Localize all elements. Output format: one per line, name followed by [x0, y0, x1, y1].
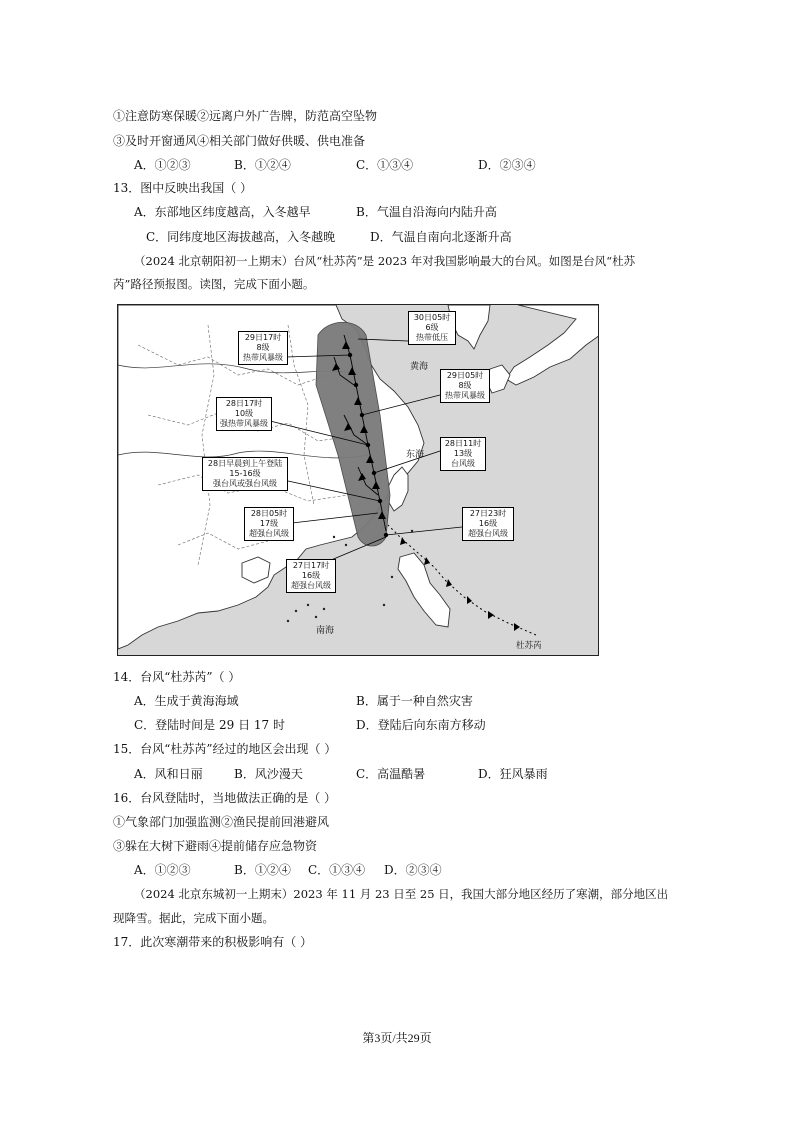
callout-level: 16级 — [301, 571, 321, 580]
q16-option-d: D．②③④ — [384, 863, 442, 877]
callout-box — [202, 457, 288, 491]
callout-class: 强热带风暴级 — [220, 419, 268, 428]
q16-option-b: B．①②④ — [234, 863, 291, 877]
callout-class: 超强台风级 — [291, 581, 331, 590]
callout-box — [238, 331, 288, 365]
east-sea-label: 东海 — [406, 450, 425, 460]
callout-class: 热带风暴级 — [243, 353, 283, 362]
callout-level: 10级 — [234, 409, 254, 418]
q15-option-c: C．高温酷暑 — [356, 767, 426, 781]
callout-level: 17级 — [259, 519, 279, 528]
q15-option-d: D．狂风暴雨 — [478, 767, 548, 781]
typhoon-path-map — [117, 304, 599, 656]
callout-level: 15-16级 — [229, 469, 261, 478]
callout-class: 热带低压 — [416, 333, 448, 342]
q16-statement-1: ①气象部门加强监测②渔民提前回港避风 — [113, 815, 330, 829]
callout-level: 13级 — [453, 449, 473, 458]
q14-option-b: B．属于一种自然灾害 — [356, 694, 473, 708]
intro2-line-1: （2024 北京东城初一上期末）2023 年 11 月 23 日至 25 日，我国大部分地区经历了寒潮，部分地区出 — [134, 887, 669, 901]
callout-box — [244, 507, 294, 541]
option-a: A．①②③ — [134, 158, 191, 172]
intro1-line-2: 芮”路径预报图。读图，完成下面小题。 — [113, 277, 315, 291]
callout-level: 16级 — [478, 519, 498, 528]
q14-option-a: A．生成于黄海海域 — [134, 694, 239, 708]
q13-option-b: B．气温自沿海向内陆升高 — [356, 205, 497, 219]
q13-option-d: D．气温自南向北逐渐升高 — [370, 230, 512, 244]
callout-class: 热带风暴级 — [445, 391, 485, 400]
callout-box — [286, 559, 336, 593]
q13-stem: 13．图中反映出我国（ ） — [113, 181, 253, 195]
statement-line-2: ③及时开窗通风④相关部门做好供暖、供电准备 — [113, 134, 366, 148]
q16-statement-2: ③躲在大树下避雨④提前储存应急物资 — [113, 839, 318, 853]
callout-level: 8级 — [458, 381, 472, 390]
callout-level: 8级 — [256, 343, 270, 352]
callout-time: 29日17时 — [244, 333, 282, 342]
callout-class: 台风级 — [451, 459, 475, 468]
q16-stem: 16．台风登陆时，当地做法正确的是（ ） — [113, 791, 337, 805]
q15-option-b: B．风沙漫天 — [234, 767, 303, 781]
south-sea-label: 南海 — [316, 626, 335, 636]
callout-time: 27日17时 — [292, 561, 330, 570]
callout-class: 强台风或强台风级 — [213, 479, 277, 488]
map-svg — [118, 305, 599, 656]
callout-class: 超强台风级 — [468, 529, 508, 538]
q16-option-c: C．①③④ — [308, 863, 366, 877]
callout-time: 30日05时 — [413, 313, 451, 322]
callout-box — [408, 311, 456, 345]
q17-stem: 17．此次寒潮带来的积极影响有（ ） — [113, 935, 313, 949]
statement-line-1: ①注意防寒保暖②远离户外广告牌，防范高空坠物 — [113, 109, 378, 123]
q15-stem: 15．台风“杜苏芮”经过的地区会出现（ ） — [113, 742, 337, 756]
callout-box — [216, 397, 272, 431]
yellow-sea-label: 黄海 — [410, 362, 429, 372]
q14-option-d: D．登陆后向东南方移动 — [356, 718, 486, 732]
intro1-line-1: （2024 北京朝阳初一上期末）台风“杜苏芮”是 2023 年对我国影响最大的台风。如图是台风“杜苏 — [134, 254, 636, 268]
page-footer: 第3页/共29页 — [362, 1031, 432, 1045]
callout-time: 28日17时 — [225, 399, 263, 408]
typhoon-name-label: 杜苏芮 — [516, 641, 542, 651]
option-c: C．①③④ — [356, 158, 414, 172]
callout-time: 28日早晨到上午登陆 — [207, 459, 283, 468]
q16-option-a: A．①②③ — [134, 863, 191, 877]
option-b: B．①②④ — [234, 158, 291, 172]
callout-level: 6级 — [425, 323, 439, 332]
q13-option-a: A．东部地区纬度越高，入冬越早 — [134, 205, 311, 219]
q14-stem: 14．台风“杜苏芮”（ ） — [113, 670, 241, 684]
callout-box — [440, 437, 486, 471]
option-d: D．②③④ — [478, 158, 536, 172]
intro2-line-2: 现降雪。据此，完成下面小题。 — [113, 911, 274, 925]
callout-box — [440, 369, 490, 403]
callout-time: 27日23时 — [469, 509, 507, 518]
callout-class: 超强台风级 — [249, 529, 289, 538]
callout-time: 28日11时 — [444, 439, 482, 448]
q13-option-c: C．同纬度地区海拔越高，入冬越晚 — [146, 230, 336, 244]
q15-option-a: A．风和日丽 — [134, 767, 203, 781]
callout-time: 28日05时 — [250, 509, 288, 518]
callout-time: 29日05时 — [446, 371, 484, 380]
q14-option-c: C．登陆时间是 29 日 17 时 — [134, 718, 285, 732]
callout-box — [462, 507, 514, 541]
